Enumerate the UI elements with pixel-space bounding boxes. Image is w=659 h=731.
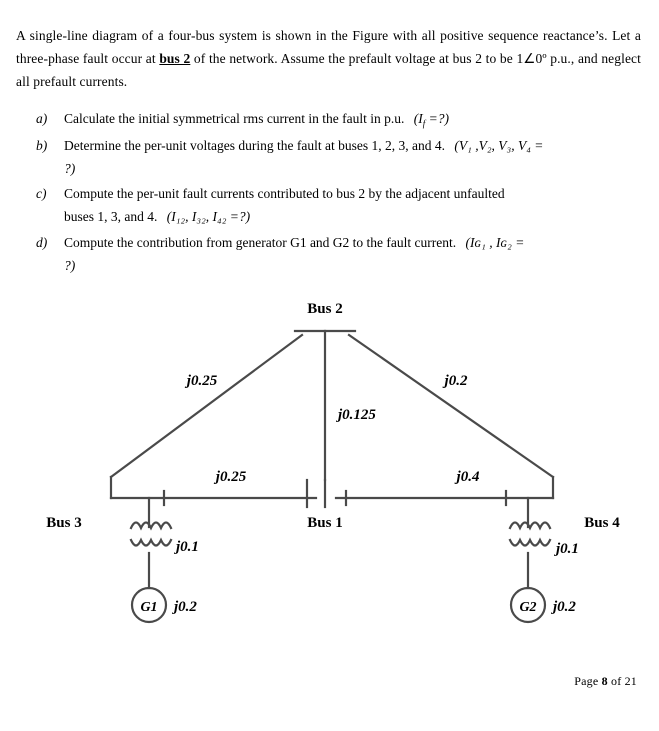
parts-list [16,107,641,277]
part-b-marker: b) [36,137,48,153]
bus2-label: Bus 2 [307,301,343,318]
part-c-marker: c) [36,186,47,202]
part-a-math-sub: f [422,118,426,129]
intro-bus-bold: bus 2 [159,50,191,66]
problem-statement [16,24,641,94]
bus4-label: Bus 4 [584,515,620,532]
label-branch-bus1-bus3: j0.25 [215,469,247,486]
part-d-marker: d) [36,234,48,250]
label-generator-1-reactance: j0.2 [174,599,197,616]
part-d-text: Compute the contribution from generator G1 and G2 to the fault current. [64,234,457,250]
part-c-text-2: buses 1, 3, and 4. [64,209,158,225]
diagram-svg [16,295,641,675]
left-xfmr-coil-upper [131,523,171,529]
footer-suffix: of 21 [607,674,637,688]
label-branch-bus1-bus4: j0.4 [456,469,480,486]
branch-bus2-bus4 [349,335,553,477]
left-xfmr-coil-lower [131,540,171,546]
bus1-label: Bus 1 [307,515,343,532]
part-b [36,134,641,180]
part-a-text: Calculate the initial symmetrical rms current in the fault in p.u. [64,110,405,126]
generator-2-label: G2 [519,600,537,616]
part-a [36,107,641,132]
one-line-diagram [16,295,641,675]
intro-line-3: at bus 2 to be 1∠0º p.u., and neglect all prefault currents. [16,50,641,89]
footer-prefix: Page [574,674,602,688]
part-b-math: (V₁ ,V₂, V₃, V₄ = [454,137,544,153]
part-a-math-tail: =?) [425,110,450,126]
branch-bus2-bus3 [111,335,302,477]
label-generator-2-reactance: j0.2 [553,599,576,616]
label-left-transformer: j0.1 [176,539,199,556]
part-d [36,231,641,277]
part-c [36,182,641,228]
label-branch-bus1-bus2: j0.125 [338,407,376,424]
bus3-label: Bus 3 [46,515,82,532]
label-right-transformer: j0.1 [556,541,579,558]
part-a-math-head: (I [413,110,423,126]
part-d-math-tail: ?) [64,257,76,273]
part-a-marker: a) [36,110,48,126]
intro-line-2a: reactance’s. Let a three-phase fault occur at [16,27,642,66]
part-b-math-tail: ?) [64,161,76,177]
generator-1-label: G1 [140,600,158,616]
part-c-text: Compute the per-unit fault currents contributed to bus 2 by the adjacent unfaulted [64,186,505,202]
label-branch-bus2-bus3: j0.25 [186,373,218,390]
part-c-math: (I₁₂, I₃₂, I₄₂ =?) [166,209,251,225]
label-branch-bus2-bus4: j0.2 [444,373,468,390]
right-xfmr-coil-lower [510,540,550,546]
part-d-math: (Iɢ₁ , Iɢ₂ = [465,234,525,250]
footer-page-number: 8 [601,674,608,688]
intro-line-1: A single-line diagram of a four-bus system is shown in the Figure with all positive sequence [16,27,539,43]
intro-line-2b: of the network. Assume the prefault voltage [190,50,436,66]
part-a-math [408,110,450,129]
part-b-text: Determine the per-unit voltages during the fault at buses 1, 2, 3, and 4. [64,137,446,153]
right-xfmr-coil-upper [510,523,550,529]
page-footer [574,674,637,689]
